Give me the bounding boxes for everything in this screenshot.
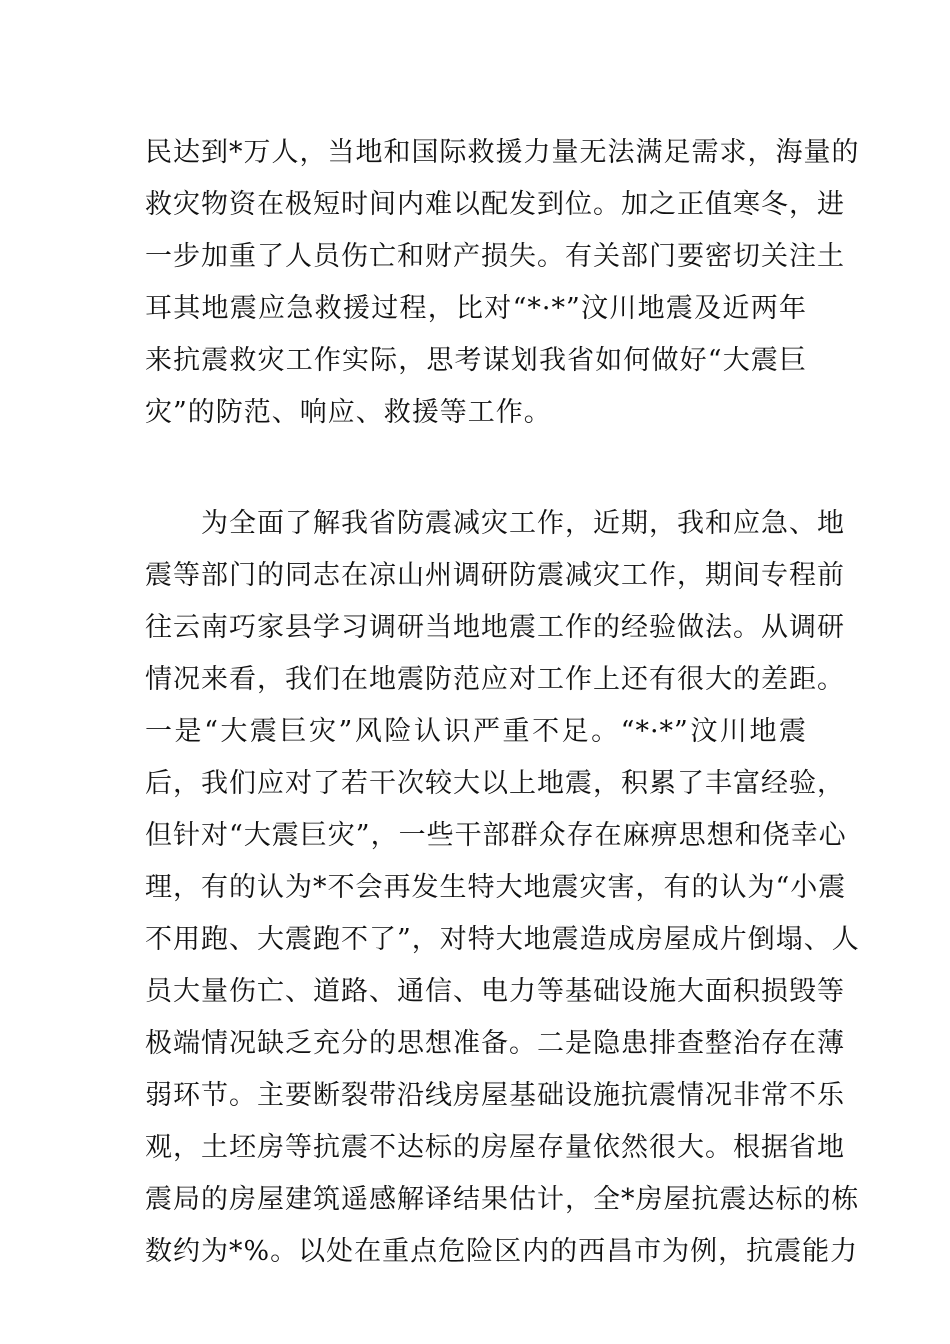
text-line: 情况来看，我们在地震防范应对工作上还有很大的差距。 [145,664,845,695]
paragraph-1 [145,127,860,439]
text-line: 观，土坯房等抗震不达标的房屋存量依然很大。根据省地 [145,1132,845,1163]
text-line: 耳其地震应急救援过程，比对“*·*”汶川地震及近两年 [145,293,807,324]
text-line: 理，有的认为*不会再发生特大地震灾害，有的认为“小震 [145,872,847,903]
text-line: 震局的房屋建筑遥感解译结果估计，全*房屋抗震达标的栋 [145,1184,860,1215]
text-line: 后，我们应对了若干次较大以上地震，积累了丰富经验， [145,768,845,799]
text-line: 不用跑、大震跑不了”，对特大地震造成房屋成片倒塌、人 [145,924,860,955]
text-line: 弱环节。主要断裂带沿线房屋基础设施抗震情况非常不乐 [145,1080,845,1111]
text-line: 震等部门的同志在凉山州调研防震减灾工作，期间专程前 [145,560,845,591]
text-line: 来抗震救灾工作实际，思考谋划我省如何做好“大震巨 [145,345,807,376]
text-line: 救灾物资在极短时间内难以配发到位。加之正值寒冬，进 [145,189,845,220]
text-line: 为全面了解我省防震减灾工作，近期，我和应急、地 [201,508,845,539]
text-line: 一是“大震巨灾”风险认识严重不足。“*·*”汶川地震 [145,716,807,747]
text-line: 往云南巧家县学习调研当地地震工作的经验做法。从调研 [145,612,845,643]
text-line: 数约为*%。以处在重点危险区内的西昌市为例，抗震能力 [145,1236,859,1267]
text-line: 灾”的防范、响应、救援等工作。 [145,397,552,428]
document-body [145,127,860,1278]
text-line: 员大量伤亡、道路、通信、电力等基础设施大面积损毁等 [145,976,845,1007]
text-line: 但针对“大震巨灾”，一些干部群众存在麻痹思想和侥幸心 [145,820,847,851]
text-line: 民达到*万人，当地和国际救援力量无法满足需求，海量的 [145,137,860,168]
paragraph-2 [145,498,860,1278]
text-line: 一步加重了人员伤亡和财产损失。有关部门要密切关注土 [145,241,845,272]
text-line: 极端情况缺乏充分的思想准备。二是隐患排查整治存在薄 [145,1028,845,1059]
paragraph-spacer [145,439,807,498]
